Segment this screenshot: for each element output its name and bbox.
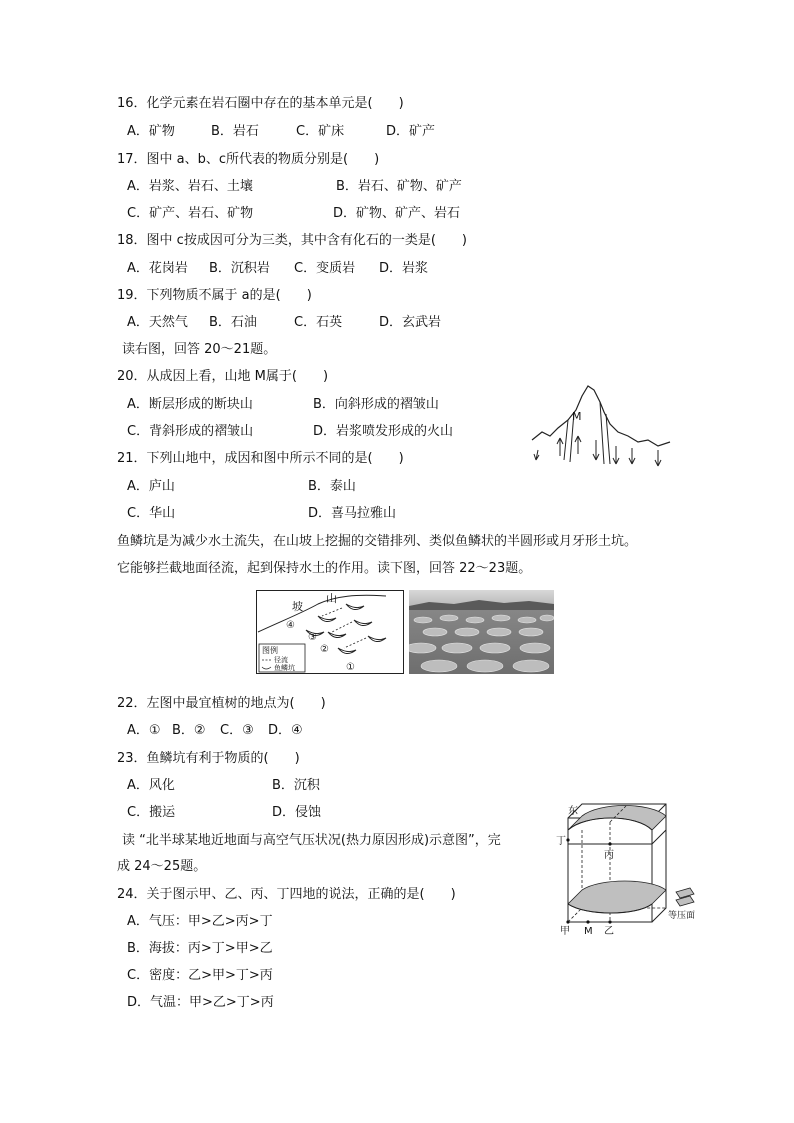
- q19-option-d: D．玄武岩: [379, 315, 442, 330]
- q21-option-a: A．庐山: [127, 479, 175, 494]
- question-19-stem: 19．下列物质不属于 a的是( ): [117, 288, 312, 303]
- map-legend-runoff: 径流: [274, 656, 288, 664]
- q21-option-b: B．泰山: [308, 479, 356, 494]
- q16-option-b: B．岩石: [211, 124, 259, 139]
- question-20-stem: 20．从成因上看，山地 M属于( ): [117, 369, 329, 384]
- q16-option-c: C．矿床: [296, 124, 345, 139]
- question-16-stem: 16．化学元素在岩石圈中存在的基本单元是( ): [117, 96, 404, 111]
- instruction-24-25-line2: 成 24～25题。: [117, 859, 207, 874]
- q19-option-c: C．石英: [294, 315, 343, 330]
- mountain-label-m: M: [572, 410, 582, 423]
- question-23-stem: 23．鱼鳞坑有利于物质的( ): [117, 751, 300, 766]
- map-mark-1: ①: [346, 662, 355, 673]
- question-17-stem: 17．图中 a、b、c所代表的物质分别是( ): [117, 152, 380, 167]
- q18-option-d: D．岩浆: [379, 261, 429, 276]
- map-word-slope: 坡: [292, 600, 303, 613]
- instruction-24-25-line1: 读 “北半球某地近地面与高空气压状况(热力原因形成)示意图”，完: [122, 833, 501, 848]
- fishscale-intro-2: 它能够拦截地面径流，起到保持水土的作用。读下图，回答 22～23题。: [117, 561, 532, 576]
- q18-option-b: B．沉积岩: [209, 261, 270, 276]
- q24-option-b: B．海拔：丙>丁>甲>乙: [127, 941, 273, 956]
- q18-option-a: A．花岗岩: [127, 261, 188, 276]
- question-21-stem: 21．下列山地中，成因和图中所示不同的是( ): [117, 451, 404, 466]
- q22-option-b: B．②: [172, 723, 206, 738]
- map-legend-pit: 鱼鳞坑: [274, 664, 295, 672]
- q23-option-c: C．搬运: [127, 805, 176, 820]
- instruction-20-21: 读右图，回答 20～21题。: [122, 342, 277, 357]
- fishscale-pit-photo: [409, 590, 554, 674]
- q23-option-a: A．风化: [127, 778, 175, 793]
- fishscale-pit-map-figure: [256, 590, 404, 674]
- map-word-mountain: 山: [326, 592, 337, 605]
- diagram-label-jia: 甲: [560, 926, 570, 937]
- map-mark-4: ④: [286, 620, 295, 631]
- q17-option-b: B．岩石、矿物、矿产: [336, 179, 462, 194]
- q20-option-b: B．向斜形成的褶皱山: [313, 397, 439, 412]
- q17-option-d: D．矿物、矿产、岩石: [333, 206, 461, 221]
- q20-option-c: C．背斜形成的褶皱山: [127, 424, 254, 439]
- q24-option-a: A．气压：甲>乙>丙>丁: [127, 914, 273, 929]
- question-22-stem: 22．左图中最宜植树的地点为( ): [117, 696, 326, 711]
- diagram-legend-isobaric: 等压面: [668, 911, 696, 921]
- q21-option-c: C．华山: [127, 506, 176, 521]
- q22-option-c: C．③: [220, 723, 254, 738]
- map-mark-3: ③: [308, 632, 317, 643]
- q22-option-a: A．①: [127, 723, 161, 738]
- diagram-label-bing: 丙: [604, 850, 614, 861]
- q18-option-c: C．变质岩: [294, 261, 356, 276]
- q17-option-c: C．矿产、岩石、矿物: [127, 206, 254, 221]
- q20-option-d: D．岩浆喷发形成的火山: [313, 424, 454, 439]
- q21-option-d: D．喜马拉雅山: [308, 506, 397, 521]
- map-legend-title: 图例: [262, 646, 278, 655]
- q23-option-d: D．侵蚀: [272, 805, 322, 820]
- q24-option-c: C．密度：乙>甲>丁>丙: [127, 968, 273, 983]
- map-mark-2: ②: [320, 644, 329, 655]
- question-18-stem: 18．图中 c按成因可分为三类，其中含有化石的一类是( ): [117, 233, 467, 248]
- q23-option-b: B．沉积: [272, 778, 320, 793]
- question-24-stem: 24．关于图示甲、乙、丙、丁四地的说法，正确的是( ): [117, 887, 456, 902]
- diagram-label-ding: 丁: [556, 836, 566, 847]
- q24-option-d: D．气温：甲>乙>丁>丙: [127, 995, 274, 1010]
- fishscale-intro-1: 鱼鳞坑是为减少水土流失，在山坡上挖掘的交错排列、类似鱼鳞状的半圆形或月牙形土坑。: [117, 534, 638, 549]
- q20-option-a: A．断层形成的断块山: [127, 397, 253, 412]
- q19-option-a: A．天然气: [127, 315, 188, 330]
- diagram-label-east: 东: [568, 806, 578, 817]
- diagram-label-m: M: [584, 926, 593, 937]
- fault-block-mountain-figure: [530, 380, 675, 470]
- q22-option-d: D．④: [268, 723, 303, 738]
- q19-option-b: B．石油: [209, 315, 257, 330]
- q16-option-d: D．矿产: [386, 124, 436, 139]
- q17-option-a: A．岩浆、岩石、土壤: [127, 179, 253, 194]
- q16-option-a: A．矿物: [127, 124, 175, 139]
- isobaric-surface-diagram: [556, 800, 706, 938]
- diagram-label-yi: 乙: [604, 926, 614, 937]
